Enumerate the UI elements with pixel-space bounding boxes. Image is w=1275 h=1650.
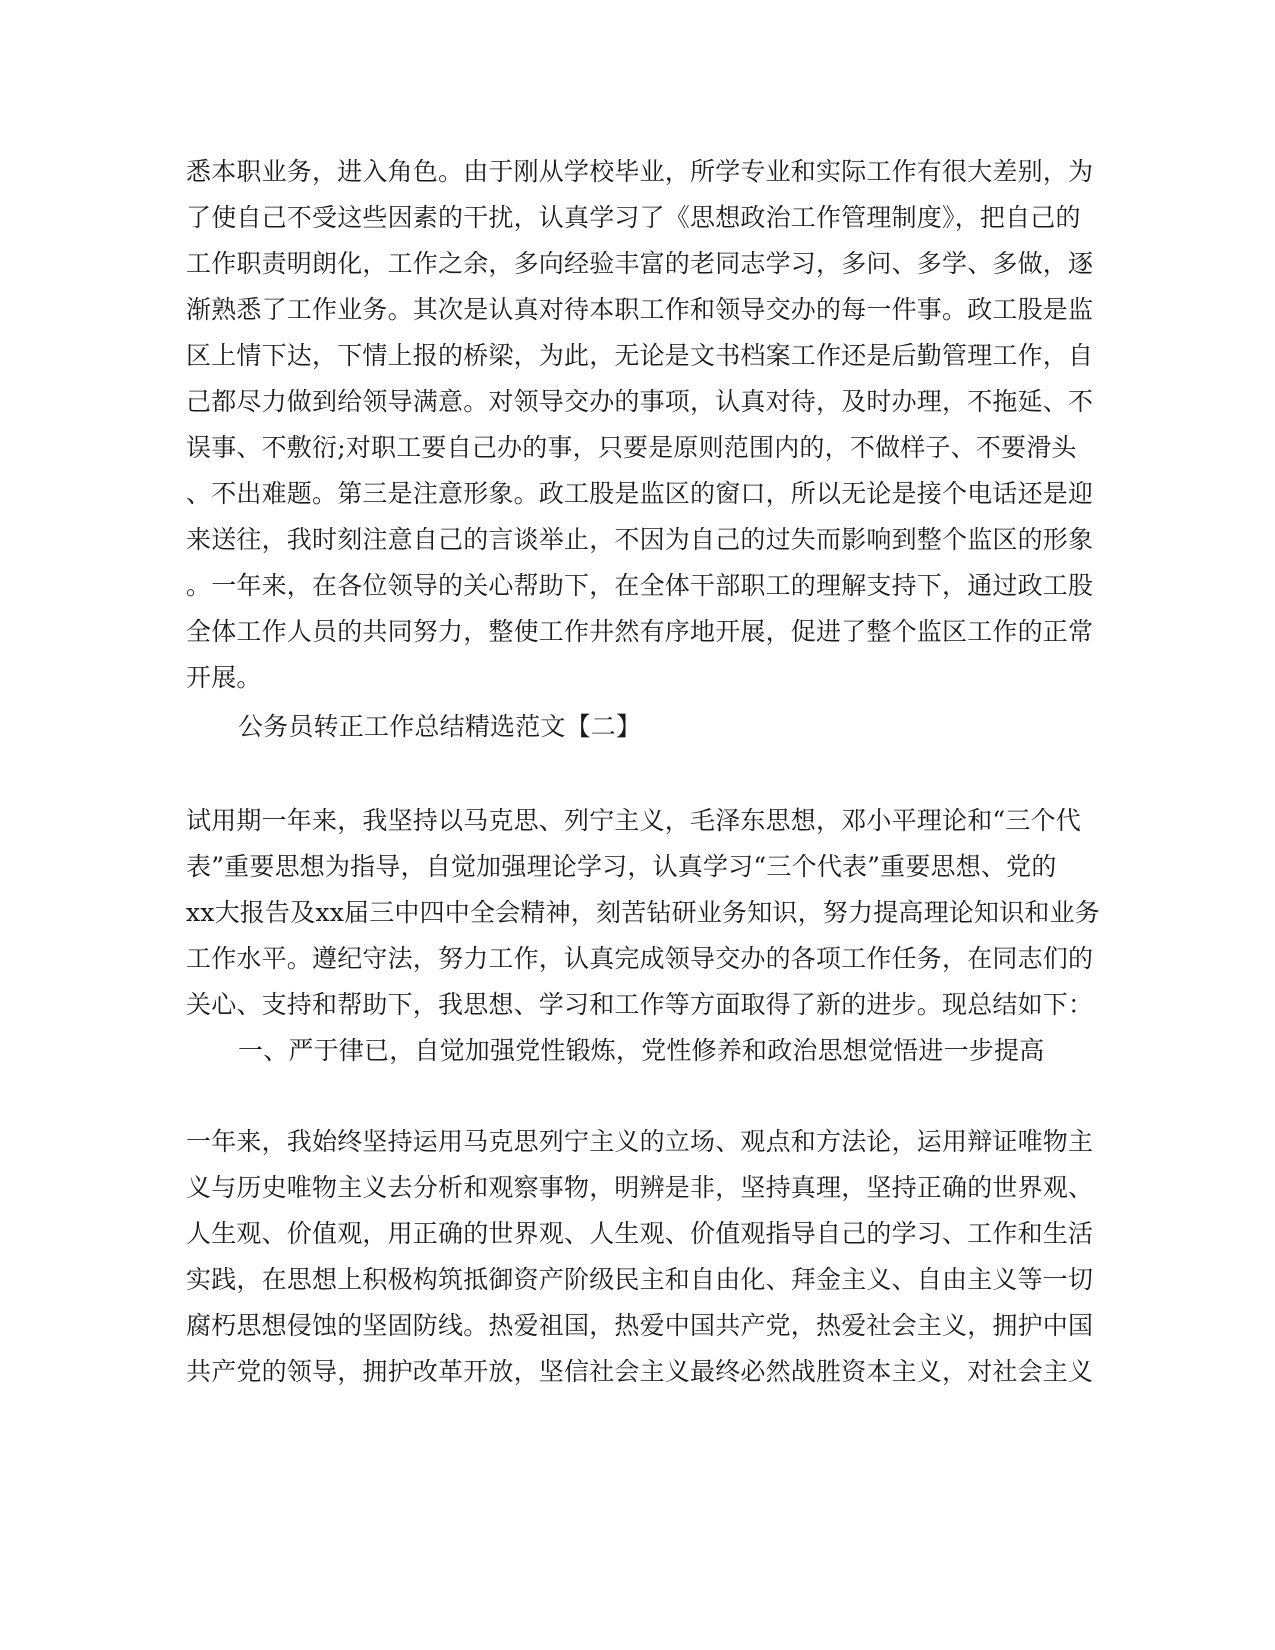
section-title: 公务员转正工作总结精选范文【二】 — [238, 712, 642, 741]
text-line: 关心、支持和帮助下，我思想、学习和工作等方面取得了新的进步。现总结如下： — [186, 990, 1094, 1019]
text-line: 区上情下达，下情上报的桥梁，为此，无论是文书档案工作还是后勤管理工作，自 — [186, 341, 1094, 370]
text-line: 工作职责明朗化，工作之余，多向经验丰富的老同志学习，多问、多学、多做，逐 — [186, 249, 1094, 278]
text-line: 义与历史唯物主义去分析和观察事物，明辨是非，坚持真理，坚持正确的世界观、 — [186, 1173, 1094, 1202]
text-line: 表”重要思想为指导，自觉加强理论学习，认真学习“三个代表”重要思想、党的 — [186, 852, 1057, 881]
text-line: 一年来，我始终坚持运用马克思列宁主义的立场、观点和方法论，运用辩证唯物主 — [186, 1127, 1094, 1156]
text-line: 开展。 — [186, 663, 262, 692]
text-line: 悉本职业务，进入角色。由于刚从学校毕业，所学专业和实际工作有很大差别，为 — [186, 157, 1094, 186]
text-line: 全体工作人员的共同努力，整使工作井然有序地开展，促进了整个监区工作的正常 — [186, 617, 1094, 646]
text-line: 了使自己不受这些因素的干扰，认真学习了《思想政治工作管理制度》，把自己的 — [186, 203, 1081, 232]
text-line: 实践，在思想上积极构筑抵御资产阶级民主和自由化、拜金主义、自由主义等一切 — [186, 1265, 1094, 1294]
text-line: 己都尽力做到给领导满意。对领导交办的事项，认真对待，及时办理，不拖延、不 — [186, 387, 1094, 416]
text-line: 渐熟悉了工作业务。其次是认真对待本职工作和领导交办的每一件事。政工股是监 — [186, 295, 1094, 324]
text-line: 工作水平。遵纪守法，努力工作，认真完成领导交办的各项工作任务，在同志们的 — [186, 944, 1094, 973]
text-line: 误事、不敷衍;对职工要自己办的事，只要是原则范围内的，不做样子、不要滑头 — [186, 433, 1077, 462]
text-line: xx大报告及xx届三中四中全会精神，刻苦钻研业务知识，努力提高理论知识和业务 — [186, 898, 1100, 927]
text-line: 人生观、价值观，用正确的世界观、人生观、价值观指导自己的学习、工作和生活 — [186, 1219, 1094, 1248]
text-line: 共产党的领导，拥护改革开放，坚信社会主义最终必然战胜资本主义，对社会主义 — [186, 1357, 1094, 1386]
text-line: 。一年来，在各位领导的关心帮助下，在全体干部职工的理解支持下，通过政工股 — [186, 571, 1094, 600]
text-line: 试用期一年来，我坚持以马克思、列宁主义，毛泽东思想，邓小平理论和“三个代 — [186, 806, 1081, 835]
text-line: 来送往，我时刻注意自己的言谈举止，不因为自己的过失而影响到整个监区的形象 — [186, 525, 1094, 554]
text-line: 腐朽思想侵蚀的坚固防线。热爱祖国，热爱中国共产党，热爱社会主义，拥护中国 — [186, 1311, 1094, 1340]
text-line: 、不出难题。第三是注意形象。政工股是监区的窗口，所以无论是接个电话还是迎 — [186, 479, 1094, 508]
subheading: 一、严于律已，自觉加强党性锻炼，党性修养和政治思想觉悟进一步提高 — [238, 1036, 1045, 1065]
